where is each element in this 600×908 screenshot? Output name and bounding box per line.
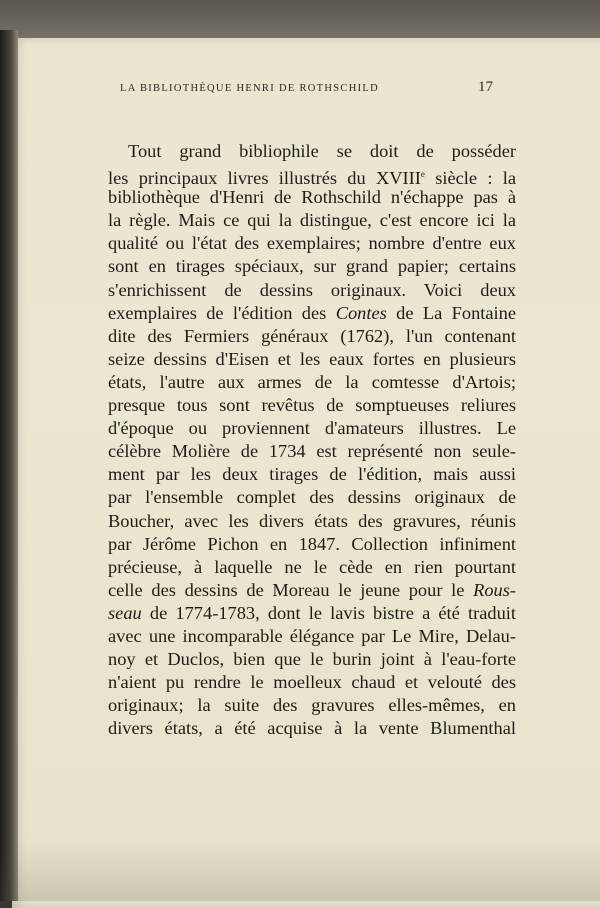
- running-title: LA BIBLIOTHÈQUE HENRI DE ROTHSCHILD: [120, 83, 379, 94]
- text-line: seize dessins d'Eisen et les eaux fortes en plusieurs: [108, 348, 516, 369]
- text-line: la règle. Mais ce qui la distingue, c'est encore ici la: [108, 210, 516, 231]
- text-line: Boucher, avec les divers états des gravures, réunis: [108, 510, 516, 531]
- text-line: divers états, a été acquise à la vente Blumenthal: [108, 718, 516, 739]
- italic-title: Rous-: [473, 579, 516, 600]
- text-line: bibliothèque d'Henri de Rothschild n'échappe pas à: [108, 187, 516, 208]
- italic-title: seau: [108, 602, 142, 623]
- body-paragraph: [108, 140, 516, 740]
- italic-title: Contes: [335, 302, 387, 323]
- text-line: presque tous sont revêtus de somptueuses reliures: [108, 395, 516, 416]
- text-line: exemplaires de l'édition des Contes de La Fontaine: [108, 302, 517, 323]
- page-gutter-shadow: [0, 30, 18, 901]
- text-line: qualité ou l'état des exemplaires; nombre d'entre eux: [108, 233, 516, 254]
- bottom-shadow: [0, 841, 600, 901]
- text-line: états, l'autre aux armes de la comtesse d'Artois;: [108, 371, 516, 392]
- text-line: originaux; la suite des gravures elles-mêmes, en: [108, 695, 516, 716]
- running-head: [120, 79, 493, 96]
- text-line: par l'ensemble complet des dessins originaux de: [108, 487, 516, 508]
- text-line: par Jérôme Pichon en 1847. Collection infiniment: [108, 533, 516, 554]
- text-line: ment par les deux tirages de l'édition, mais aussi: [108, 464, 516, 485]
- text-line: sont en tirages spéciaux, sur grand papier; certains: [108, 256, 516, 277]
- text-line: précieuse, à laquelle ne le cède en rien pourtant: [108, 556, 516, 577]
- text-line: Tout grand bibliophile se doit de posséder: [128, 141, 516, 161]
- page-number: 17: [478, 79, 493, 95]
- superscript: e: [420, 169, 425, 180]
- text-line: n'aient pu rendre le moelleux chaud et velouté des: [108, 672, 516, 693]
- text-line: dite des Fermiers généraux (1762), l'un contenant: [108, 325, 516, 346]
- text-line: avec une incomparable élégance par Le Mire, Delau-: [108, 625, 516, 646]
- text-line: les principaux livres illustrés du XVIIIe siècle : la: [108, 168, 516, 189]
- text-line: seau de 1774-1783, dont le lavis bistre a été traduit: [108, 602, 516, 623]
- text-line: d'époque ou proviennent d'amateurs illustres. Le: [108, 418, 516, 439]
- text-line: s'enrichissent de dessins originaux. Voici deux: [108, 279, 516, 300]
- text-line: noy et Duclos, bien que le burin joint à l'eau-forte: [108, 649, 516, 670]
- text-line: celle des dessins de Moreau le jeune pour le Rous-: [108, 579, 516, 600]
- text-line: célèbre Molière de 1734 est représenté non seule-: [108, 441, 516, 462]
